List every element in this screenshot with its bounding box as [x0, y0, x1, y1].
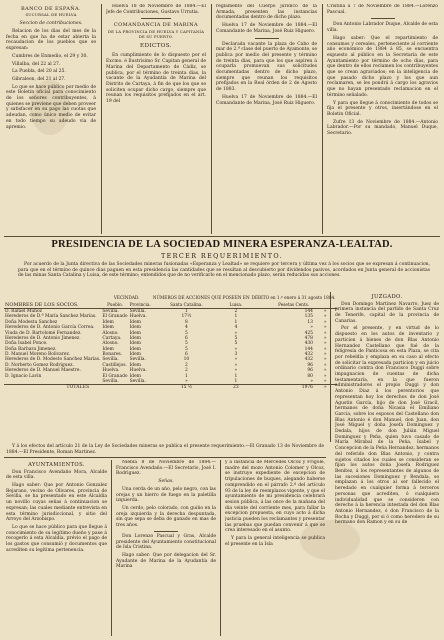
- cents-cell: »: [323, 341, 327, 347]
- pesetas-cell: 96: [307, 368, 313, 374]
- cents-cell: »: [323, 368, 327, 374]
- pesetas-cell: »: [310, 325, 313, 331]
- paragraph: Un cerdo, pelo colorado, con guiño en la oreja izquierda y la derecha despuntada, sin que sepa se deba de ganado en mas de tres años.: [116, 506, 216, 529]
- socio-name: Viuda de D. Bartolomé Fernandez.: [5, 330, 82, 336]
- socio-name: Herederos de D. Antonio García Correa.: [5, 325, 95, 331]
- short-rule: [255, 38, 279, 39]
- pesetas-cell: 432: [304, 357, 313, 363]
- paragraph: Hago saber: Que por Antonio Gonzalez Bejarano, vecino de Olivares, provincia de Sevilla, se ha presentado en este Alcaldía un novillo cuyas señas á continuacion se expresan; las cuales mediante entrevista en esta término jurisdiccional, y sitio del Arroyo del Arzobispo.: [6, 483, 107, 523]
- pueblo-cell: Idem: [102, 346, 114, 352]
- date-line: Gibraleon, del 21 al 27.: [12, 76, 66, 82]
- marina-subheading: DE LA PROVINCIA DE HUELVA Y CAPITANÍA DE SU PUERTO.: [107, 28, 205, 39]
- provincia-cell: Idem: [129, 373, 141, 379]
- socios-table-body: [4, 309, 337, 385]
- pesetas-cell: 144: [304, 309, 313, 315]
- paragraph: Don Domingo Martinez Navarro, Juez de primera instancia del partido de Santa Cruz de Tenerife, capital de la provincia de Canarias.: [335, 301, 439, 324]
- luisa-cell: 5: [234, 341, 238, 347]
- column-bottom-2: [116, 460, 216, 638]
- paragraph: Lo que se hace público para que llegue á conocimiento de su legítimo dueño y pase á recogerlo á esta Alcaldía, prévio el pago de los gastos que consumió y documentos que acrediten su legítima pertenencia.: [6, 524, 107, 553]
- socio-name: Herederos de D. Modesto Sanchez Marías.: [5, 357, 101, 363]
- column-3: [216, 4, 317, 232]
- juzgado-heading: JUZGADO.: [371, 294, 403, 300]
- santa-catalina-cell: 5: [185, 346, 188, 352]
- provincia-cell: Idem: [129, 325, 141, 331]
- pesetas-cell: 80: [307, 373, 313, 379]
- column-rule: [211, 4, 212, 234]
- luisa-cell: 1: [234, 319, 238, 325]
- cents-cell: »: [323, 330, 327, 336]
- cents-cell: »: [323, 346, 327, 352]
- cents-cell: »: [323, 309, 327, 315]
- names-header: NOMBRES DE LOS SOCIOS.: [5, 302, 79, 308]
- cents-cell: »: [323, 357, 327, 363]
- socio-name: D. Manuel Moreno Bolivarez.: [5, 352, 71, 358]
- cents-cell: »: [323, 373, 327, 379]
- signature: Niebla 8 de Noviembre de 1884.—Francisco Avendaño.—El Secretario, José I. Rodriguez.: [116, 460, 216, 477]
- pesetas-cell: 96: [307, 362, 313, 368]
- short-rule: [141, 18, 171, 19]
- provincia-header: Provincia.: [129, 301, 151, 307]
- santa-catalina-cell: 1: [185, 309, 188, 315]
- cents-cell: »: [323, 314, 327, 320]
- total-santa-catalina: 15 ½: [180, 385, 193, 391]
- socio-name: Herederos de D. Manuel Maestre.: [5, 368, 81, 374]
- pesetas-cell: 135: [304, 314, 313, 320]
- santa-catalina-header: Santa Catalina.: [170, 301, 203, 307]
- short-rule: [154, 531, 178, 532]
- presidencia-subtitle: TERCER REQUERIMIENTO.: [160, 252, 284, 260]
- santa-catalina-cell: 6: [185, 335, 188, 341]
- cents-cell: »: [323, 378, 327, 384]
- santa-catalina-cell: 5: [185, 341, 188, 347]
- socio-name: Doña Modesta Sanchez: [5, 319, 58, 325]
- paragraph: Lo que se hace público por medio de este Boletin oficial para conocimiento de los señores contribuyentes, á quienes se previene que deben proveer y satisfacer en su pago las cuotas que adeudan, como único medio de evitar en todo tiempo su adeudo via de apremio.: [6, 84, 96, 130]
- paragraph: Relacion de los dias del mes de la fecha en que ha de estar abierta la recaudacion de los pueblos que se expresan:: [6, 28, 96, 52]
- socio-name: Doña Isabel Ponce.: [5, 341, 48, 347]
- senas-heading: Señas.: [158, 479, 174, 485]
- cents-cell: »: [323, 335, 327, 341]
- provincia-cell: Idem: [129, 341, 141, 347]
- column-2: [106, 4, 206, 232]
- debito-header: DÉBITO en 1.º enero á 31 agosto 1884.: [251, 294, 336, 300]
- santa-catalina-cell: 8: [185, 319, 188, 325]
- socios-table: [4, 294, 337, 391]
- ayuntamientos-column: [6, 460, 107, 638]
- paragraph: y á instancia de Mercedes Olcoz y Frigolé, madre del mozo Antonio Colomer y Olcoz, se instruye expediente de excepcion de tripulaciones de buques, alegando haberse comprendido en el párrafo 2.º del artículo 93 de la ley de reemplazos vigente, y que el ayuntamiento de mi presidencia celebrará sesion pública, á las once de la mañana del dia veinte del corriente mes, para fallar la excepcion propuesta, en cuyo acto á dicha justicia pueden los reclamantes y presentar las pruebas que puedan convenir á que se crea interesado en el asunto.: [225, 460, 325, 534]
- pueblo-cell: El Granado: [102, 373, 128, 379]
- signature: Huelva 18 de Noviembre de 1884.—El Jefe de Contribuciones, Gustavo Urrutia.: [106, 4, 206, 15]
- juzgado-column: [335, 292, 439, 638]
- pueblo-cell: Alosno.: [102, 330, 119, 336]
- provincia-cell: Idem: [129, 330, 141, 336]
- section-rule: [4, 236, 440, 237]
- luisa-cell: 1: [234, 378, 238, 384]
- column-1: [6, 4, 96, 232]
- luisa-cell: »: [234, 346, 238, 352]
- signature: Zufre 13 de Noviembre de 1884.—Antonio Labrador.—Por su mandado, Manuel Duque, Secretario.: [327, 119, 438, 137]
- column-4: [327, 4, 438, 232]
- luisa-cell: 2: [234, 309, 238, 315]
- paragraph: Por el presente, y en virtud de lo dispuesto en los autos de inventario y particion á bienes de don Blas Antonio Hernandez Castellano que fué de la feligresía de Panticosa en esta Plaza, se cita por rebeldía y emplaza en su caso al efecto de solicitar la expresada particion y en juicio ordinario contra don Francisco Duggi sobre impugnacion de cuentas de dicha testamentaría, en la que fueron administradores el propio Duggi y don Antonio Diaz á los perentorios que representan hoy los derechos de don José Agustin García, hijo de don José Gracil, hermanos de doña Nicasia el Emiliano Garcia, sobre los esposos del Castellano don Blas Antonio é don Manuel, don Juan, don José Miguel y doña Josefa Dominguez y Dedala, hijos de don Julián Miguel Dominguez y Peña, quien tuvo casado de María Mirabal de la Peña, Isabel y Concepcion de la Peña Hernandez, hermanos del referido don Blas Antonio, y contra sujetos citados los cuales se consideran se fijan los autos doña Josefa Rodriguez Benítez, á los representantes de algunos de las sucesiones Dominguez y Bendala, se emplazan á los otros al ser fallecido el heredado en cualquier forma á terceros personas que acrediten, ó cualquiera individualidad que se consideren con derecho á la herencia intestada del don Blas Antonio Hernandez, ó don Francisco de la Rocha y Duggi, por si ó como heredero de su hermano don Ramon y en su de: [335, 326, 439, 526]
- publication-note: Y á los efectos del artículo 21 de la Ley de Sociedades mineras se publica el presente requerimiento.—El Granado 13 de Noviembre de 1884.—El Presidente, Roman Martinez.: [6, 444, 324, 455]
- section-heading: Seccion de contribuciones.: [19, 21, 83, 27]
- bank-subheading: SUCURSAL DE HUELVA: [25, 12, 77, 18]
- paragraph: Don Francisco Avendaño Mora, Alcalde de esta villa.: [6, 469, 107, 481]
- socio-name: D. Norberto Gomez Rodriguez.: [5, 362, 74, 368]
- pueblo-cell: Bonares.: [102, 352, 123, 358]
- luisa-cell: 5: [234, 335, 238, 341]
- socio-name: Doña Barbara Jimenez.: [5, 346, 57, 352]
- santa-catalina-cell: 2: [185, 368, 188, 374]
- column-bottom-3: [225, 460, 325, 638]
- column-rule: [220, 460, 221, 636]
- provincia-cell: Idem: [129, 352, 141, 358]
- provincia-cell: Sevilla.: [129, 378, 146, 384]
- santa-catalina-cell: 2: [185, 362, 188, 368]
- pueblo-header: Pueblo.: [107, 301, 123, 307]
- acciones-header: NÚMEROS DE ACCIONES QUE POSEEN EN: [152, 294, 250, 300]
- pueblo-cell: Cartaya.: [102, 335, 122, 341]
- socio-name: D. Rafael Muñoz: [5, 309, 42, 315]
- cents-cell: »: [323, 352, 327, 358]
- pueblo-cell: Castillejos.: [102, 362, 127, 368]
- total-cents: »: [323, 385, 327, 391]
- provincia-cell: Idem: [129, 346, 141, 352]
- total-luisa: 23: [233, 385, 239, 391]
- provincia-cell: Sevilla.: [129, 309, 146, 315]
- paragraph: Y para que llegue á conocimiento de todos se fija el presente y otros, insertándose en el Boletin Oficial.: [327, 100, 438, 117]
- vecindad-header: VECINDAD.: [113, 294, 140, 300]
- santa-catalina-cell: 17½: [181, 314, 192, 320]
- date-line: Villalba, del 22 al 27.: [12, 61, 61, 67]
- socio-name: Herederos de D.ª María Sanchez Marías.: [5, 314, 97, 320]
- totals-label: TOTALES: [66, 385, 90, 391]
- pesetas-cell: 478: [304, 335, 313, 341]
- luisa-cell: »: [234, 362, 238, 368]
- luisa-header: Luisa.: [229, 301, 243, 307]
- signature: Cristina á 7 de Noviembre de 1884.—Lorenzo Pascual.: [327, 4, 438, 15]
- paragraph: reglamento del Cuerpo jurídico de la Armada, presenten las instancias documentadas dentro de dicho plazo.: [216, 4, 317, 21]
- paragraph: Don Lorenzo Pascual y Gras, Alcalde presidente del Ayuntamiento constitucional de Isla Cristina.: [116, 533, 216, 551]
- santa-catalina-cell: 4: [185, 325, 188, 331]
- pesetas-cell: »: [310, 378, 313, 384]
- pesetas-cell: 13: [307, 319, 313, 325]
- pueblo-cell: Alosno.: [102, 341, 119, 347]
- socio-name: Herederos de D. Antonio Jimenez.: [5, 335, 81, 341]
- pesetas-cell: 430: [304, 341, 313, 347]
- santa-catalina-cell: 10: [183, 357, 190, 363]
- pueblo-cell: Sevilla.: [102, 378, 119, 384]
- luisa-cell: 1: [234, 314, 238, 320]
- section-rule: [4, 457, 326, 458]
- column-rule: [322, 4, 323, 234]
- provincia-cell: Sevilla.: [129, 357, 146, 363]
- provincia-cell: Idem: [129, 362, 141, 368]
- provincia-cell: Huelva.: [129, 368, 147, 374]
- paragraph: Una cerda de un año, pelo negro, con las orejas y un hierro de fuego en la paletilla izquierda.: [116, 486, 216, 504]
- column-rule: [111, 460, 112, 636]
- column-rule: [101, 4, 102, 234]
- marina-heading: COMANDANCIA DE MARINA: [113, 22, 199, 29]
- signature: Huelva 17 de Noviembre de 1884.—El Comandante de Marina, José Ruiz Higuero.: [216, 94, 317, 106]
- pesetas-cell: 425: [304, 330, 313, 336]
- bank-heading: BANCO DE ESPAÑA.: [21, 6, 81, 12]
- pesetas-cell: 144: [304, 346, 313, 352]
- pueblo-cell: Sevilla.: [102, 309, 119, 315]
- pueblo-cell: Idem: [102, 325, 114, 331]
- pueblo-cell: Sevilla.: [102, 357, 119, 363]
- edictos-heading: EDICTOS.: [140, 43, 172, 50]
- luisa-cell: »: [234, 330, 238, 336]
- cents-cell: »: [323, 319, 327, 325]
- after-table: [6, 444, 324, 457]
- paragraph: En cumplimiento de lo dispuesto por el Excmo. é Ilustrísimo Sr. Capitan general de Marina del Departamento de Cádiz, se publica, por el término de treinta dias, la vacante de la Ayudantía de Marina del Distrito de Cartaya, á fin de que los que se soliciten ocupar dicho cargo, siempre que reunan los requisitos prefijados en el art. 19 del: [106, 53, 206, 105]
- pueblo-cell: El Granado: [102, 314, 128, 320]
- date-line: La Puebla, del 20 al 25.: [12, 69, 66, 75]
- signature: Huelva 17 de Noviembre de 1884.—El Comandante de Marina, José Ruiz Higuero.: [216, 23, 317, 34]
- pesetas-cell: 432: [304, 352, 313, 358]
- provincia-cell: Huelva.: [129, 314, 147, 320]
- santa-catalina-cell: 1: [185, 373, 188, 379]
- paragraph: Hago saber: Que por delegacion del Sr. Ayudante de Marina de la Ayudantía de Marina: [116, 552, 216, 570]
- socio-name: D. Ignacio Lavin: [5, 373, 42, 379]
- pesetas-header: Pesetas Cents.: [278, 301, 310, 307]
- short-rule: [371, 18, 395, 19]
- paragraph: Y para la general inteligencia se publica el presente en la Isla: [225, 536, 325, 547]
- paragraph: Hago saber: Que el repartimiento de consumos y cereales, perteneciente al corriente año económico de 1884 á 85, se encuentra expuesto al público en la Secretaría de este Ayuntamiento por término de ocho dias, para que dentro de ellos reclamen los contribuyentes que se crean agraviados; en la inteligencia de que pasado dicho plazo y los que aun reclamaren, se les pondrá á cargo los agravios que no hayan presentado reclamacion en el término señalado.: [327, 35, 438, 98]
- total-pesetas: 1976: [301, 385, 313, 391]
- santa-catalina-cell: 6: [185, 352, 188, 358]
- date-line: Cumbres de Enmedio, el 29 y 30.: [12, 53, 88, 59]
- ayuntamientos-heading: AYUNTAMIENTOS.: [28, 462, 85, 468]
- cents-cell: »: [323, 362, 327, 368]
- paragraph: Don Antonio Labrador Duque, Alcalde de esta villa.: [327, 22, 438, 34]
- cents-cell: »: [323, 325, 327, 331]
- presidencia-text: [18, 262, 430, 281]
- luisa-cell: 1: [234, 373, 238, 379]
- luisa-cell: »: [234, 368, 238, 374]
- requerimiento-paragraph: Por acuerdo de la Junta directiva de las Sociedades mineras fusionadas «Esperanza y Lealtad» se requiere por tercera y última vez á los socios que se expresan á continuacion, para que en el término de quince dias paguen en esta presidencia las cantidades que se resultan al descubierto por dividendos pasivos, acordados en Junta general de accionistas de las minas Santa Catalina y Luisa, de este término; entendidos que de no verificarlo en el mencionado plazo, serán reducidas sus acciones.: [18, 262, 430, 279]
- provincia-cell: Idem: [129, 319, 141, 325]
- pueblo-cell: Huelva.: [102, 368, 120, 374]
- luisa-cell: 3: [234, 352, 238, 358]
- luisa-cell: »: [234, 357, 238, 363]
- santa-catalina-cell: »: [185, 378, 188, 384]
- luisa-cell: 4: [234, 325, 238, 331]
- santa-catalina-cell: 5: [185, 330, 188, 336]
- presidencia-title: PRESIDENCIA DE LA SOCIEDAD MINERA ESPERANZA-LEALTAD.: [51, 239, 393, 250]
- provincia-cell: Idem: [129, 335, 141, 341]
- pueblo-cell: Idem: [102, 319, 114, 325]
- paragraph: Declarada vacante la plaza de Cabo de mar de 2.ª clase del puerto de Ayamonte, se publica por medio del presente y término de treinta dias, para que los que aspiren á ocuparla promuevan sus solicitudes documentadas dentro de dicho plazo, siempre que reunan los requisitos prefijados en la Real órden de 2 de Agosto de 1883.: [216, 41, 317, 93]
